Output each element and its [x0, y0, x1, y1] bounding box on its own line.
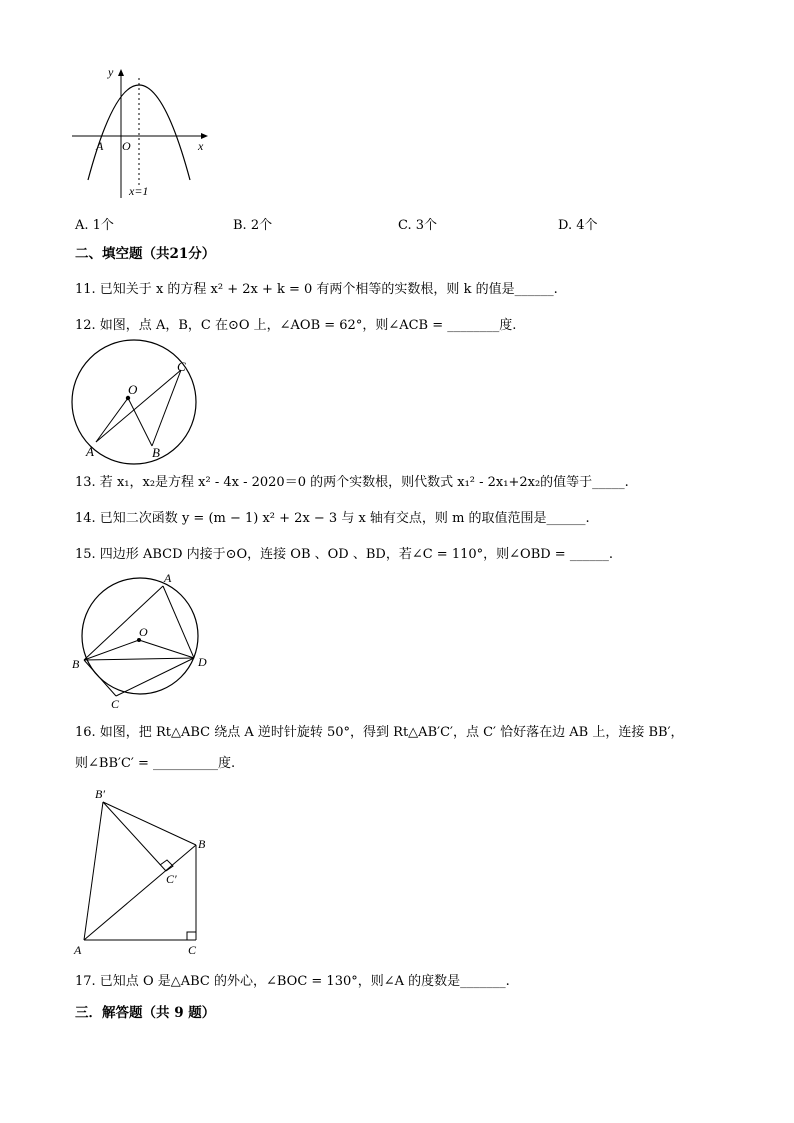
- q15-label-b: B: [72, 657, 80, 671]
- q16-label-c-prime: C′: [166, 872, 177, 886]
- parabola-y-label: y: [108, 65, 114, 79]
- option-a: A. 1个: [75, 218, 114, 233]
- q16-label-b: B: [198, 837, 206, 851]
- q15-label-a: A: [164, 571, 172, 585]
- parabola-axis-label: x=1: [129, 184, 149, 198]
- parabola-o-label: O: [122, 139, 131, 153]
- question-13: 13. 若 x₁，x₂是方程 x² - 4x - 2020＝0 的两个实数根，则代数式 x₁² - 2x₁+2x₂的值等于_____.: [75, 475, 629, 490]
- option-b: B. 2个: [233, 218, 273, 233]
- parabola-figure: [68, 62, 213, 202]
- figure-q15-circle: [70, 572, 215, 710]
- question-16-line1: 16. 如图，把 Rt△ABC 绕点 A 逆时针旋转 50°，得到 Rt△AB′C′，点 C′ 恰好落在边 AB 上，连接 BB′，: [75, 725, 684, 740]
- q15-label-d: D: [198, 655, 207, 669]
- question-11: 11. 已知关于 x 的方程 x² + 2x + k = 0 有两个相等的实数根，则 k 的值是______.: [75, 282, 558, 297]
- parabola-x-label: x: [198, 139, 204, 153]
- question-16-line2: 则∠BB′C′ = __________度.: [75, 756, 236, 771]
- section2-title: 二、填空题（共21分）: [75, 246, 216, 262]
- parabola-a-label: A: [96, 139, 104, 153]
- figure-q12-circle: [66, 357, 196, 461]
- q16-label-c: C: [188, 943, 197, 957]
- question-14: 14. 已知二次函数 y = (m − 1) x² + 2x − 3 与 x 轴有交点，则 m 的取值范围是______.: [75, 511, 590, 526]
- option-c: C. 3个: [398, 218, 438, 233]
- question-15: 15. 四边形 ABCD 内接于⊙O，连接 OB 、OD 、BD，若∠C = 110°，则∠OBD = ______.: [75, 547, 613, 562]
- question-17: 17. 已知点 O 是△ABC 的外心，∠BOC = 130°，则∠A 的度数是_______.: [75, 974, 510, 989]
- q16-label-b-prime: B′: [95, 787, 105, 801]
- option-d: D. 4个: [558, 218, 598, 233]
- q12-label-c: C: [177, 359, 186, 374]
- q15-label-c: C: [111, 697, 120, 711]
- q12-label-b: B: [152, 445, 160, 460]
- question-12: 12. 如图，点 A，B，C 在⊙O 上，∠AOB = 62°，则∠ACB = ________度.: [75, 318, 517, 333]
- q12-label-o: O: [128, 382, 138, 397]
- section3-title: 三．解答题（共 9 题）: [75, 1005, 216, 1021]
- q15-label-o: O: [139, 625, 148, 639]
- figure-q16-triangles: [70, 782, 220, 960]
- q16-label-a: A: [74, 943, 82, 957]
- q12-label-a: A: [86, 444, 94, 459]
